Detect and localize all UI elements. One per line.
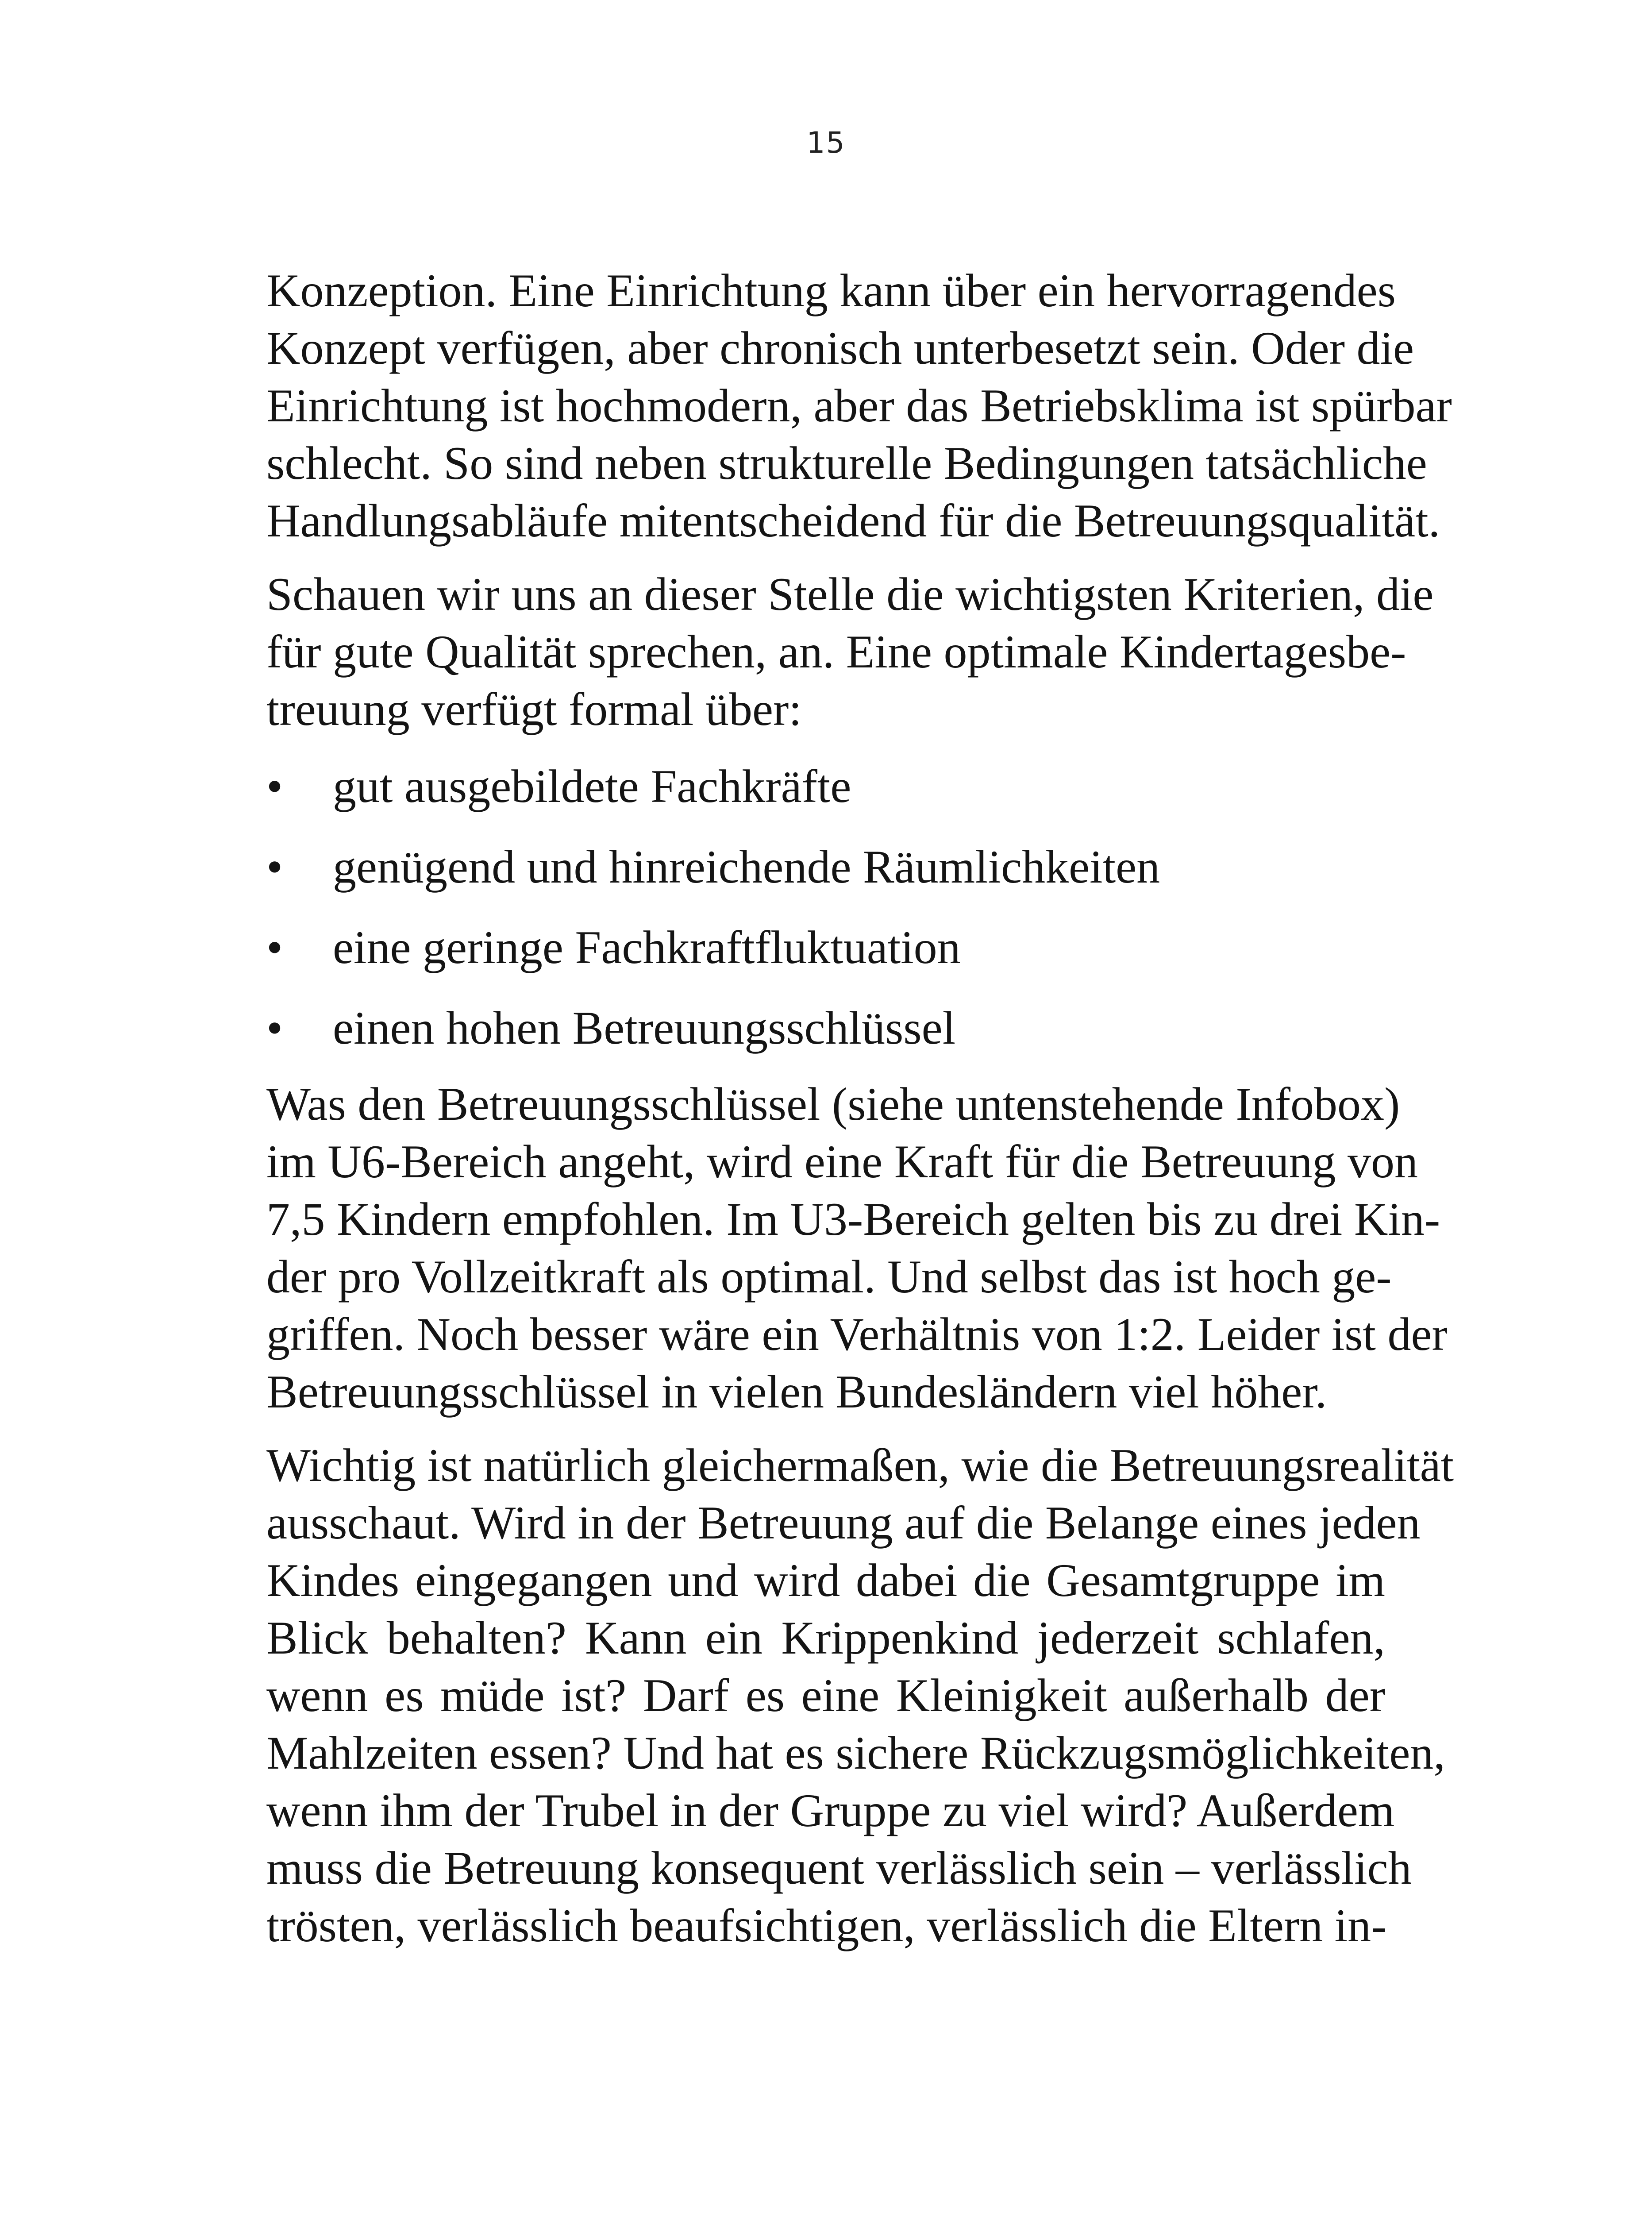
paragraph-4 (266, 1437, 1454, 1955)
list-item (266, 758, 1385, 815)
list-item-text: einen hohen Betreuungsschlüssel (333, 1002, 956, 1054)
paragraph-1 (266, 262, 1452, 550)
text-line: trösten, verlässlich beaufsichtigen, verlässlich die Eltern in- (266, 1900, 1387, 1951)
page-number: 15 (806, 126, 846, 160)
text-line: 7,5 Kindern empfohlen. Im U3-Bereich gelten bis zu drei Kin- (266, 1193, 1440, 1245)
text-line: Betreuungsschlüssel in vielen Bundesländern viel höher. (266, 1366, 1327, 1418)
text-line: Blick behalten? Kann ein Krippenkind jederzeit schlafen, (266, 1612, 1385, 1664)
bullet-icon: • (266, 760, 283, 812)
body-text (266, 262, 1454, 1955)
list-item (266, 919, 1385, 976)
paragraph-2 (266, 566, 1434, 738)
text-line: ausschaut. Wird in der Betreuung auf die Belange eines jeden (266, 1497, 1421, 1549)
text-line: Einrichtung ist hochmodern, aber das Betriebsklima ist spürbar (266, 380, 1452, 432)
criteria-list (266, 758, 1385, 1057)
text-line: der pro Vollzeitkraft als optimal. Und selbst das ist hoch ge- (266, 1251, 1392, 1303)
text-line: Was den Betreuungsschlüssel (siehe untenstehende Infobox) (266, 1078, 1400, 1130)
text-line: Wichtig ist natürlich gleichermaßen, wie die Betreuungsrealität (266, 1439, 1454, 1491)
text-line: im U6-Bereich angeht, wird eine Kraft für die Betreuung von (266, 1136, 1418, 1187)
list-item-text: genügend und hinreichende Räumlichkeiten (333, 841, 1160, 893)
list-item-text: gut ausgebildete Fachkräfte (333, 760, 851, 812)
bullet-icon: • (266, 1002, 283, 1054)
list-item-text: eine geringe Fachkraftfluktuation (333, 921, 961, 973)
text-line: Kindes eingegangen und wird dabei die Gesamtgruppe im (266, 1554, 1385, 1606)
text-line: Schauen wir uns an dieser Stelle die wichtigsten Kriterien, die (266, 568, 1434, 620)
text-line: Handlungsabläufe mitentscheidend für die Betreuungsqualität. (266, 495, 1440, 547)
text-line: wenn ihm der Trubel in der Gruppe zu viel wird? Außerdem (266, 1785, 1395, 1836)
list-item (266, 838, 1385, 896)
bullet-icon: • (266, 841, 283, 893)
list-item (266, 999, 1385, 1057)
text-line: schlecht. So sind neben strukturelle Bedingungen tatsächliche (266, 437, 1427, 489)
text-line: wenn es müde ist? Darf es eine Kleinigkeit außerhalb der (266, 1669, 1385, 1721)
paragraph-spacer (266, 738, 1385, 758)
paragraph-3 (266, 1076, 1448, 1421)
text-line: für gute Qualität sprechen, an. Eine optimale Kindertagesbe- (266, 626, 1406, 678)
text-line: muss die Betreuung konsequent verlässlich sein – verlässlich (266, 1842, 1412, 1894)
text-line: Mahlzeiten essen? Und hat es sichere Rückzugsmöglichkeiten, (266, 1727, 1445, 1779)
text-line: Konzeption. Eine Einrichtung kann über ein hervorragendes (266, 265, 1396, 316)
text-line: Konzept verfügen, aber chronisch unterbesetzt sein. Oder die (266, 322, 1414, 374)
bullet-icon: • (266, 921, 283, 973)
paragraph-spacer (266, 1421, 1385, 1437)
text-line: griffen. Noch besser wäre ein Verhältnis von 1:2. Leider ist der (266, 1308, 1448, 1360)
text-line: treuung verfügt formal über: (266, 683, 802, 735)
paragraph-spacer (266, 550, 1385, 566)
